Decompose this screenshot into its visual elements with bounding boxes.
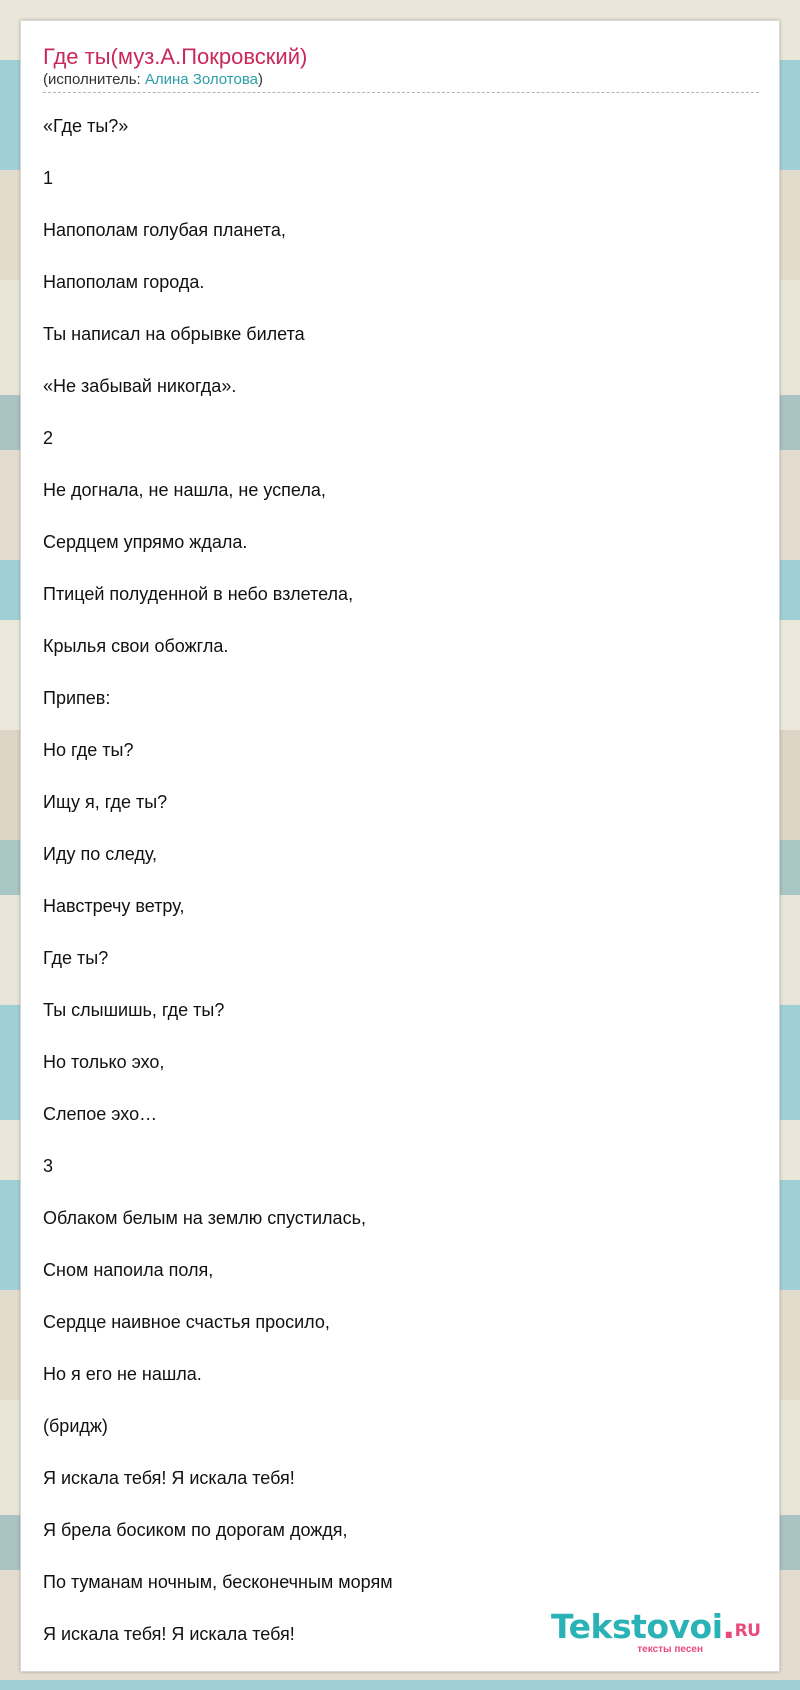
lyric-line: Напополам голубая планета, [43,220,286,240]
logo-main-text: Tekstovoi [551,1607,723,1646]
lyric-line: 1 [43,168,54,188]
lyric-line: 2 [43,428,54,448]
lyric-line: Сном напоила поля, [43,1260,214,1280]
lyric-line: Но я его не нашла. [43,1364,202,1384]
lyric-line: Иду по следу, [43,844,158,864]
lyric-line: Слепое эхо… [43,1104,158,1124]
lyric-line: Ищу я, где ты? [43,792,168,812]
logo-tld: RU [734,1621,761,1641]
lyrics-text [43,115,759,1675]
lyric-line: Напополам города. [43,272,205,292]
lyric-line: По туманам ночным, бесконечным морям [43,1572,393,1592]
lyric-line: Где ты? [43,948,109,968]
performer-prefix: (исполнитель: [43,71,145,88]
lyric-line: Ты написал на обрывке билета [43,324,305,344]
performer-suffix: ) [258,71,263,88]
lyric-line: Птицей полуденной в небо взлетела, [43,584,354,604]
lyric-line: Ты слышишь, где ты? [43,1000,225,1020]
logo-dot: . [722,1607,735,1646]
song-title: Где ты(муз.А.Покровский) [43,44,308,69]
lyric-line: Облаком белым на землю спустилась, [43,1208,366,1228]
lyric-line: «Где ты?» [43,116,129,136]
lyrics-page [20,20,780,1672]
lyric-line: Навстречу ветру, [43,896,185,916]
lyric-line: Я брела босиком по дорогам дождя, [43,1520,348,1540]
lyric-line: Крылья свои обожгла. [43,636,229,656]
lyric-line: Я искала тебя! Я искала тебя! [43,1624,295,1644]
logo-wordmark [551,1607,761,1649]
song-header [43,43,759,93]
lyric-line: Но где ты? [43,740,134,760]
site-logo[interactable] [551,1607,761,1661]
performer-link[interactable]: Алина Золотова [144,71,258,88]
lyric-line: Сердце наивное счастья просило, [43,1312,330,1332]
lyric-line: (бридж) [43,1416,108,1436]
lyric-line: 3 [43,1156,54,1176]
lyric-line: Но только эхо, [43,1052,165,1072]
logo-tagline: тексты песен [637,1644,703,1655]
lyric-line: «Не забывай никогда». [43,376,237,396]
lyric-line: Припев: [43,688,111,708]
lyric-line: Не догнала, не нашла, не успела, [43,480,326,500]
lyric-line: Сердцем упрямо ждала. [43,532,248,552]
lyric-line: Я искала тебя! Я искала тебя! [43,1468,295,1488]
performer-line [43,71,759,89]
